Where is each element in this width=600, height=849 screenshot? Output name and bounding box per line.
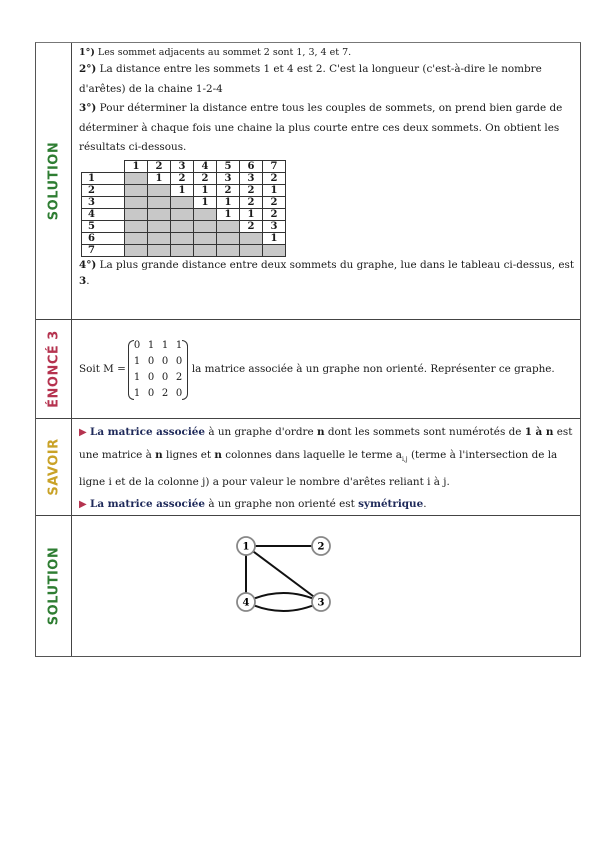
table-cell xyxy=(171,196,194,208)
section-label-column xyxy=(36,516,72,656)
table-cell xyxy=(125,184,148,196)
row-header: 7 xyxy=(82,244,125,256)
table-row xyxy=(82,184,286,196)
matrix-row: 1 0 2 0 xyxy=(133,388,183,399)
matrix-statement: Soit M = 0 1 1 1 1 0 0 0 1 0 0 2 1 0 2 0 la matrice associée à un graphe non orienté. Représenter ce graphe. xyxy=(79,322,574,418)
table-cell xyxy=(125,220,148,232)
graph-node-label: 4 xyxy=(242,597,250,609)
column-header: 6 xyxy=(240,160,263,172)
table-row xyxy=(82,244,286,256)
table-cell xyxy=(217,232,240,244)
table-cell: 2 xyxy=(263,208,286,220)
section-content xyxy=(72,320,580,418)
row-header: 4 xyxy=(82,208,125,220)
table-cell xyxy=(217,244,240,256)
column-header: 4 xyxy=(194,160,217,172)
table-cell xyxy=(171,220,194,232)
table-cell: 3 xyxy=(263,220,286,232)
table-row xyxy=(82,232,286,244)
table-cell: 2 xyxy=(217,184,240,196)
document-sheet xyxy=(35,42,581,657)
table-cell: 1 xyxy=(240,208,263,220)
table-cell: 2 xyxy=(194,172,217,184)
table-cell xyxy=(125,172,148,184)
section-label-column xyxy=(36,419,72,515)
table-cell xyxy=(148,232,171,244)
table-cell: 1 xyxy=(194,196,217,208)
table-cell: 1 xyxy=(148,172,171,184)
table-cell xyxy=(148,244,171,256)
row-header: 3 xyxy=(82,196,125,208)
column-header: 2 xyxy=(148,160,171,172)
section-label-column xyxy=(36,43,72,319)
table-cell xyxy=(194,244,217,256)
section-solution-1 xyxy=(36,43,580,320)
table-cell: 3 xyxy=(217,172,240,184)
table-cell xyxy=(171,244,194,256)
answer-4: 4°) La plus grande distance entre deux sommets du graphe, lue dans le tableau ci-dessus, est 3. xyxy=(79,258,575,287)
table-row xyxy=(82,208,286,220)
table-cell xyxy=(194,220,217,232)
table-cell xyxy=(125,196,148,208)
table-row xyxy=(82,196,286,208)
matrix-row: 1 0 0 2 xyxy=(133,372,183,383)
table-cell: 2 xyxy=(240,196,263,208)
table-cell: 2 xyxy=(263,172,286,184)
table-cell xyxy=(125,208,148,220)
column-header: 5 xyxy=(217,160,240,172)
row-header: 5 xyxy=(82,220,125,232)
graph-node-label: 1 xyxy=(242,541,250,553)
row-header: 6 xyxy=(82,232,125,244)
table-cell: 1 xyxy=(171,184,194,196)
table-cell xyxy=(148,184,171,196)
table-cell: 1 xyxy=(217,196,240,208)
section-label: SOLUTION xyxy=(46,141,61,221)
triangle-right-icon: ▶ xyxy=(79,499,87,511)
section-content xyxy=(72,43,580,319)
section-savoir xyxy=(36,419,580,516)
column-header: 3 xyxy=(171,160,194,172)
table-cell xyxy=(194,232,217,244)
table-cell: 2 xyxy=(171,172,194,184)
table-cell xyxy=(194,208,217,220)
table-cell xyxy=(148,196,171,208)
row-header: 2 xyxy=(82,184,125,196)
table-cell: 2 xyxy=(263,196,286,208)
table-cell xyxy=(171,232,194,244)
section-label-column xyxy=(36,320,72,418)
table-cell xyxy=(148,208,171,220)
distance-table xyxy=(81,160,286,257)
row-header: 1 xyxy=(82,172,125,184)
table-cell xyxy=(240,244,263,256)
table-cell: 1 xyxy=(263,184,286,196)
table-cell: 2 xyxy=(240,220,263,232)
section-content xyxy=(72,516,580,656)
graph-edge xyxy=(246,602,321,611)
savoir-bullet-1: ▶ La matrice associée à un graphe d'ordre n dont les sommets sont numérotés de 1 à n est une matrice à n lignes et n colonnes dans laquelle le terme $a_{i,j}$ (terme à l'intersection de la ligne i et de la colonne j) a pour valeur le nombre d'arêtes reliant i à j. xyxy=(79,426,573,489)
graph-diagram xyxy=(216,532,356,622)
matrix-m xyxy=(128,338,188,402)
matrix-row: 0 1 1 1 xyxy=(133,340,183,351)
section-solution-2 xyxy=(36,516,580,656)
graph-node-label: 3 xyxy=(317,597,325,609)
table-cell: 2 xyxy=(240,184,263,196)
section-label: SAVOIR xyxy=(46,438,61,496)
table-cell: 1 xyxy=(217,208,240,220)
section-enonce-3 xyxy=(36,320,580,419)
answer-2: 2°) La distance entre les sommets 1 et 4 est 2. C'est la longueur (c'est-à-dire le nombre d'arêtes) de la chaine 1-2-4 xyxy=(79,63,542,95)
table-cell xyxy=(148,220,171,232)
table-cell xyxy=(240,232,263,244)
column-header: 1 xyxy=(125,160,148,172)
matrix-row: 1 0 0 0 xyxy=(133,356,183,367)
answer-1: 1°) Les sommet adjacents au sommet 2 sont 1, 3, 4 et 7. xyxy=(79,47,352,58)
answer-3: 3°) Pour déterminer la distance entre tous les couples de sommets, on prend bien garde de déterminer à chaque fois une chaine la plus courte entre ces deux sommets. On obtient les résultats ci-dessous. xyxy=(79,102,563,153)
column-header: 7 xyxy=(263,160,286,172)
section-label: ÉNONCÉ 3 xyxy=(46,330,61,408)
table-cell xyxy=(125,244,148,256)
table-row xyxy=(82,172,286,184)
triangle-right-icon: ▶ xyxy=(79,427,87,438)
table-row xyxy=(82,220,286,232)
section-label: SOLUTION xyxy=(46,546,61,626)
section-content xyxy=(72,419,580,515)
savoir-bullet-2: ▶ La matrice associée à un graphe non orienté est symétrique. xyxy=(79,498,427,511)
table-cell: 1 xyxy=(194,184,217,196)
table-cell: 3 xyxy=(240,172,263,184)
graph-node-label: 2 xyxy=(317,541,325,553)
table-cell: 1 xyxy=(263,232,286,244)
table-cell xyxy=(217,220,240,232)
table-cell xyxy=(263,244,286,256)
table-cell xyxy=(171,208,194,220)
table-cell xyxy=(125,232,148,244)
